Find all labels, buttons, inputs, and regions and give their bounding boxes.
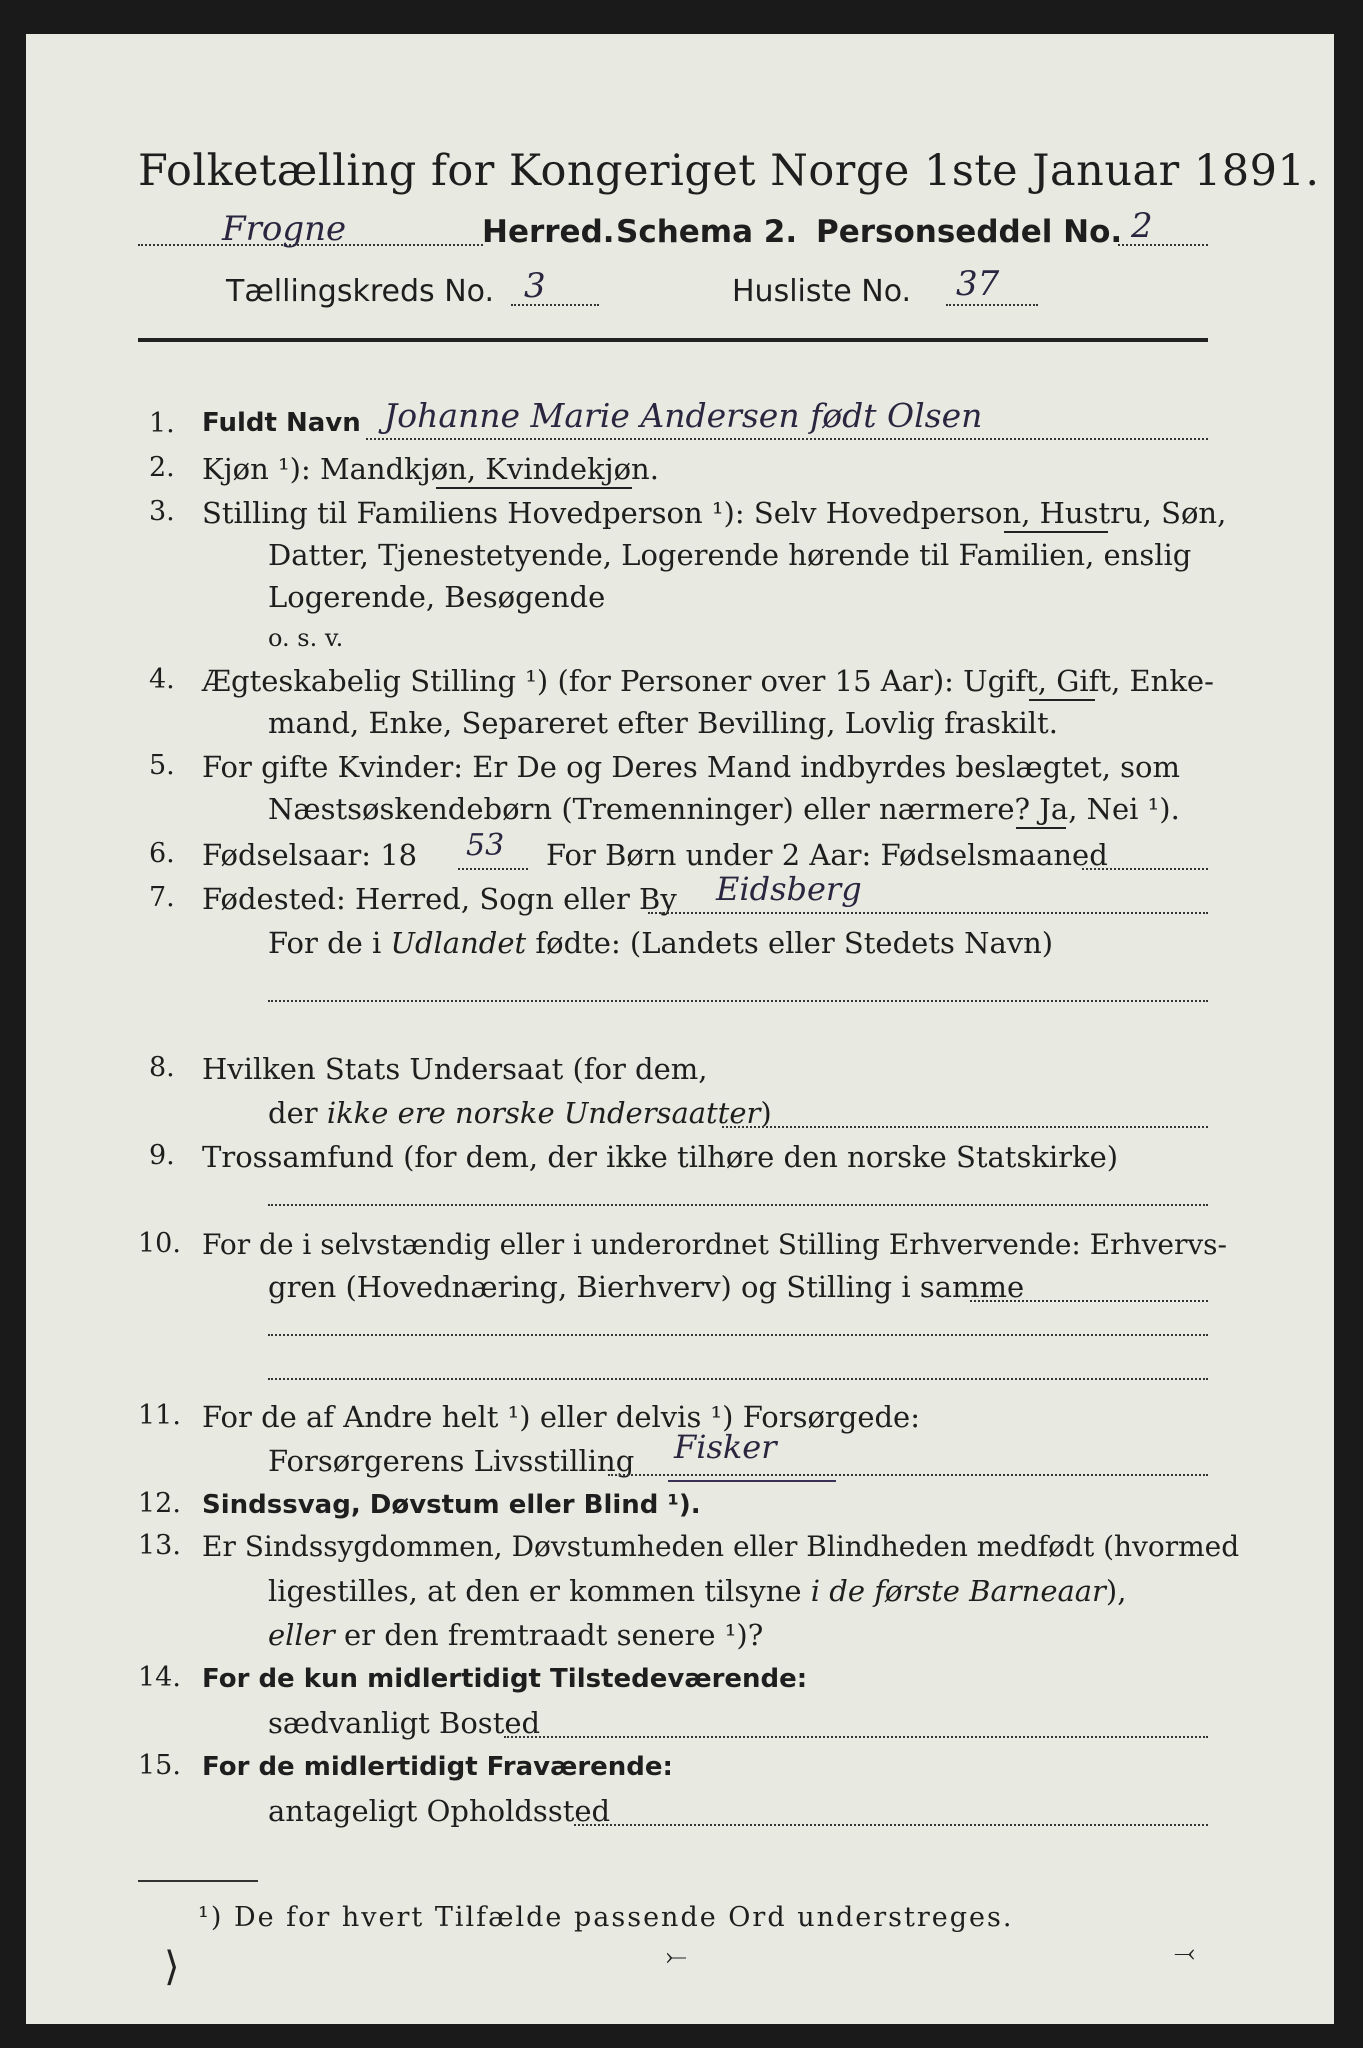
q5-underline-nei	[1016, 827, 1066, 829]
kreds-label: Tællingskreds No.	[226, 274, 494, 309]
q4-line1: Ægteskabelig Stilling ¹) (for Personer over 15 Aar): Ugift, Gift, Enke-	[202, 664, 1214, 698]
q15-number: 15.	[138, 1750, 181, 1781]
footnote-rule	[138, 1880, 258, 1882]
q8-line2: der ikke ere norske Undersaatter)	[268, 1096, 772, 1130]
q11-dotline	[608, 1474, 1208, 1476]
personseddel-label: Personseddel No.	[816, 214, 1123, 250]
q5-line2: Næstsøskendebørn (Tremenninger) eller nærmere? Ja, Nei ¹).	[268, 792, 1180, 826]
q3-line2: Datter, Tjenestetyende, Logerende hørende til Familien, enslig	[268, 538, 1192, 572]
q7-number: 7.	[149, 882, 175, 913]
q10-line2: gren (Hovednæring, Bierhverv) og Stilling i samme	[268, 1270, 1025, 1304]
q7-foreign-dotline	[268, 1000, 1208, 1002]
q15-dotline	[574, 1824, 1208, 1826]
q7-label: Fødested: Herred, Sogn eller By	[202, 882, 677, 916]
q6-month-dotline	[1082, 868, 1208, 870]
q7-value: Eidsberg	[716, 870, 862, 908]
pen-mark-left: ⟩	[164, 1944, 180, 1990]
pen-mark-middle: ⤚	[666, 1942, 687, 1972]
header-rule	[138, 338, 1208, 342]
q14-line1: For de kun midlertidigt Tilstedeværende:	[202, 1664, 808, 1694]
q5-line1: For gifte Kvinder: Er De og Deres Mand indbyrdes beslægtet, som	[202, 750, 1180, 784]
q6-rest: For Børn under 2 Aar: Fødselsmaaned	[546, 838, 1108, 872]
q10-dotline-2	[268, 1334, 1208, 1336]
schema-label: Schema 2.	[616, 214, 798, 250]
q9-dotline	[268, 1204, 1208, 1206]
q15-line1: For de midlertidigt Fraværende:	[202, 1752, 673, 1782]
q12-line1: Sindssvag, Døvstum eller Blind ¹).	[202, 1490, 701, 1520]
q3-number: 3.	[149, 496, 175, 527]
q1-value: Johanne Marie Andersen født Olsen	[384, 396, 983, 435]
q12-number: 12.	[138, 1488, 181, 1519]
q6-year-dotline	[458, 868, 528, 870]
q14-number: 14.	[138, 1662, 181, 1693]
husliste-dotline	[946, 304, 1038, 306]
q10-number: 10.	[138, 1228, 181, 1259]
footnote: ¹) De for hvert Tilfælde passende Ord understreges.	[198, 1902, 1014, 1933]
q8-line1: Hvilken Stats Undersaat (for dem,	[202, 1052, 708, 1086]
q6-value: 53	[466, 828, 505, 863]
form-title: Folketælling for Kongeriget Norge 1ste Januar 1891.	[138, 146, 1320, 196]
q11-number: 11.	[138, 1400, 181, 1431]
kreds-value: 3	[524, 266, 546, 306]
q2-number: 2.	[149, 452, 175, 483]
q13-line3: eller er den fremtraadt senere ¹)?	[268, 1618, 764, 1652]
q2-underline-kvindekjon	[436, 487, 632, 489]
q1-dotline	[366, 438, 1208, 440]
q13-line2: ligestilles, at den er kommen tilsyne i de første Barneaar),	[268, 1574, 1127, 1608]
husliste-label: Husliste No.	[732, 274, 912, 309]
q3-line4: o. s. v.	[268, 624, 344, 652]
q1-number: 1.	[149, 408, 175, 439]
q11-line2: Forsørgerens Livsstilling	[268, 1444, 635, 1478]
census-form-sheet	[26, 34, 1334, 2024]
q13-line1: Er Sindssygdommen, Døvstumheden eller Blindheden medfødt (hvormed	[202, 1530, 1240, 1563]
herred-value: Frogne	[222, 209, 347, 249]
q9-number: 9.	[149, 1140, 175, 1171]
herred-label: Herred.	[482, 214, 615, 250]
q11-value: Fisker	[674, 1428, 777, 1466]
q13-number: 13.	[138, 1530, 181, 1561]
q7-line2: For de i Udlandet fødte: (Landets eller Stedets Navn)	[268, 926, 1054, 960]
q8-number: 8.	[149, 1052, 175, 1083]
husliste-value: 37	[956, 264, 1000, 304]
q10-dotline-1	[970, 1300, 1208, 1302]
q15-line2: antageligt Opholdssted	[268, 1794, 611, 1828]
personseddel-value: 2	[1131, 206, 1153, 246]
q3-underline-hustru	[1004, 531, 1108, 533]
q10-line1: For de i selvstændig eller i underordnet Stilling Erhvervende: Erhvervs-	[202, 1228, 1228, 1261]
q3-line3: Logerende, Besøgende	[268, 580, 606, 614]
q2-label: Kjøn ¹): Mandkjøn, Kvindekjøn.	[202, 452, 659, 486]
q7-dotline	[648, 912, 1208, 914]
q4-underline-gift	[1029, 699, 1095, 701]
pen-mark-right: ⤙	[1174, 1938, 1195, 1968]
q14-dotline	[504, 1736, 1208, 1738]
q4-number: 4.	[149, 664, 175, 695]
q1-label: Fuldt Navn	[202, 408, 361, 438]
q5-number: 5.	[149, 750, 175, 781]
q4-line2: mand, Enke, Separeret efter Bevilling, Lovlig fraskilt.	[268, 706, 1058, 740]
q14-line2: sædvanligt Bosted	[268, 1706, 541, 1740]
q6-label: Fødselsaar: 18	[202, 838, 418, 872]
q6-number: 6.	[149, 838, 175, 869]
q8-dotline	[722, 1126, 1208, 1128]
q11-value-underline	[668, 1480, 836, 1482]
q11-line1: For de af Andre helt ¹) eller delvis ¹) Forsørgede:	[202, 1400, 920, 1434]
q9-line1: Trossamfund (for dem, der ikke tilhøre den norske Statskirke)	[202, 1140, 1119, 1174]
q3-line1: Stilling til Familiens Hovedperson ¹): Selv Hovedperson, Hustru, Søn,	[202, 496, 1227, 530]
q10-dotline-3	[268, 1378, 1208, 1380]
